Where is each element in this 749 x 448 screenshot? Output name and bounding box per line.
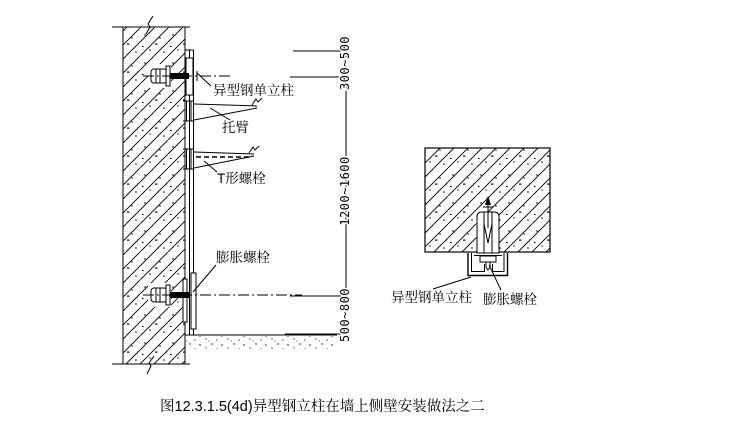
bracket-arm-1 xyxy=(183,98,262,121)
label-bracket-arm: 托臂 xyxy=(222,120,249,135)
leader-detail-column xyxy=(433,277,471,289)
detail-view-labels xyxy=(391,265,537,307)
mount-plate-bottom-2 xyxy=(191,273,196,329)
break-mark-arm2 xyxy=(249,146,259,153)
anchor-nut xyxy=(480,256,496,262)
bracket-arm-2 xyxy=(183,146,259,169)
label-column: 异型钢单立柱 xyxy=(213,83,294,98)
dimension-middle: 1200~1600 xyxy=(338,156,352,226)
mount-plate-bottom-1 xyxy=(183,279,187,322)
leader-t-bolt xyxy=(204,161,217,172)
label-t-bolt: T形螺栓 xyxy=(217,171,266,186)
figure-caption: 图12.3.1.5(4d)异型钢立柱在墙上侧壁安装做法之二 xyxy=(160,399,485,415)
detail-view xyxy=(391,148,550,307)
leader-column xyxy=(197,73,211,86)
leader-detail-expansion-bolt xyxy=(489,265,501,290)
dimension-bottom: 500~800 xyxy=(338,287,352,343)
label-detail-column: 异型钢单立柱 xyxy=(391,290,472,305)
ground-stipple xyxy=(186,336,334,349)
main-view xyxy=(112,16,352,374)
break-mark-arm1 xyxy=(252,98,262,105)
label-expansion-bolt: 膨胀螺栓 xyxy=(216,250,270,265)
label-detail-expansion-bolt: 膨胀螺栓 xyxy=(483,292,537,307)
dimension-chain xyxy=(285,36,352,342)
ground xyxy=(185,335,337,349)
dimension-top: 300~500 xyxy=(338,35,352,91)
